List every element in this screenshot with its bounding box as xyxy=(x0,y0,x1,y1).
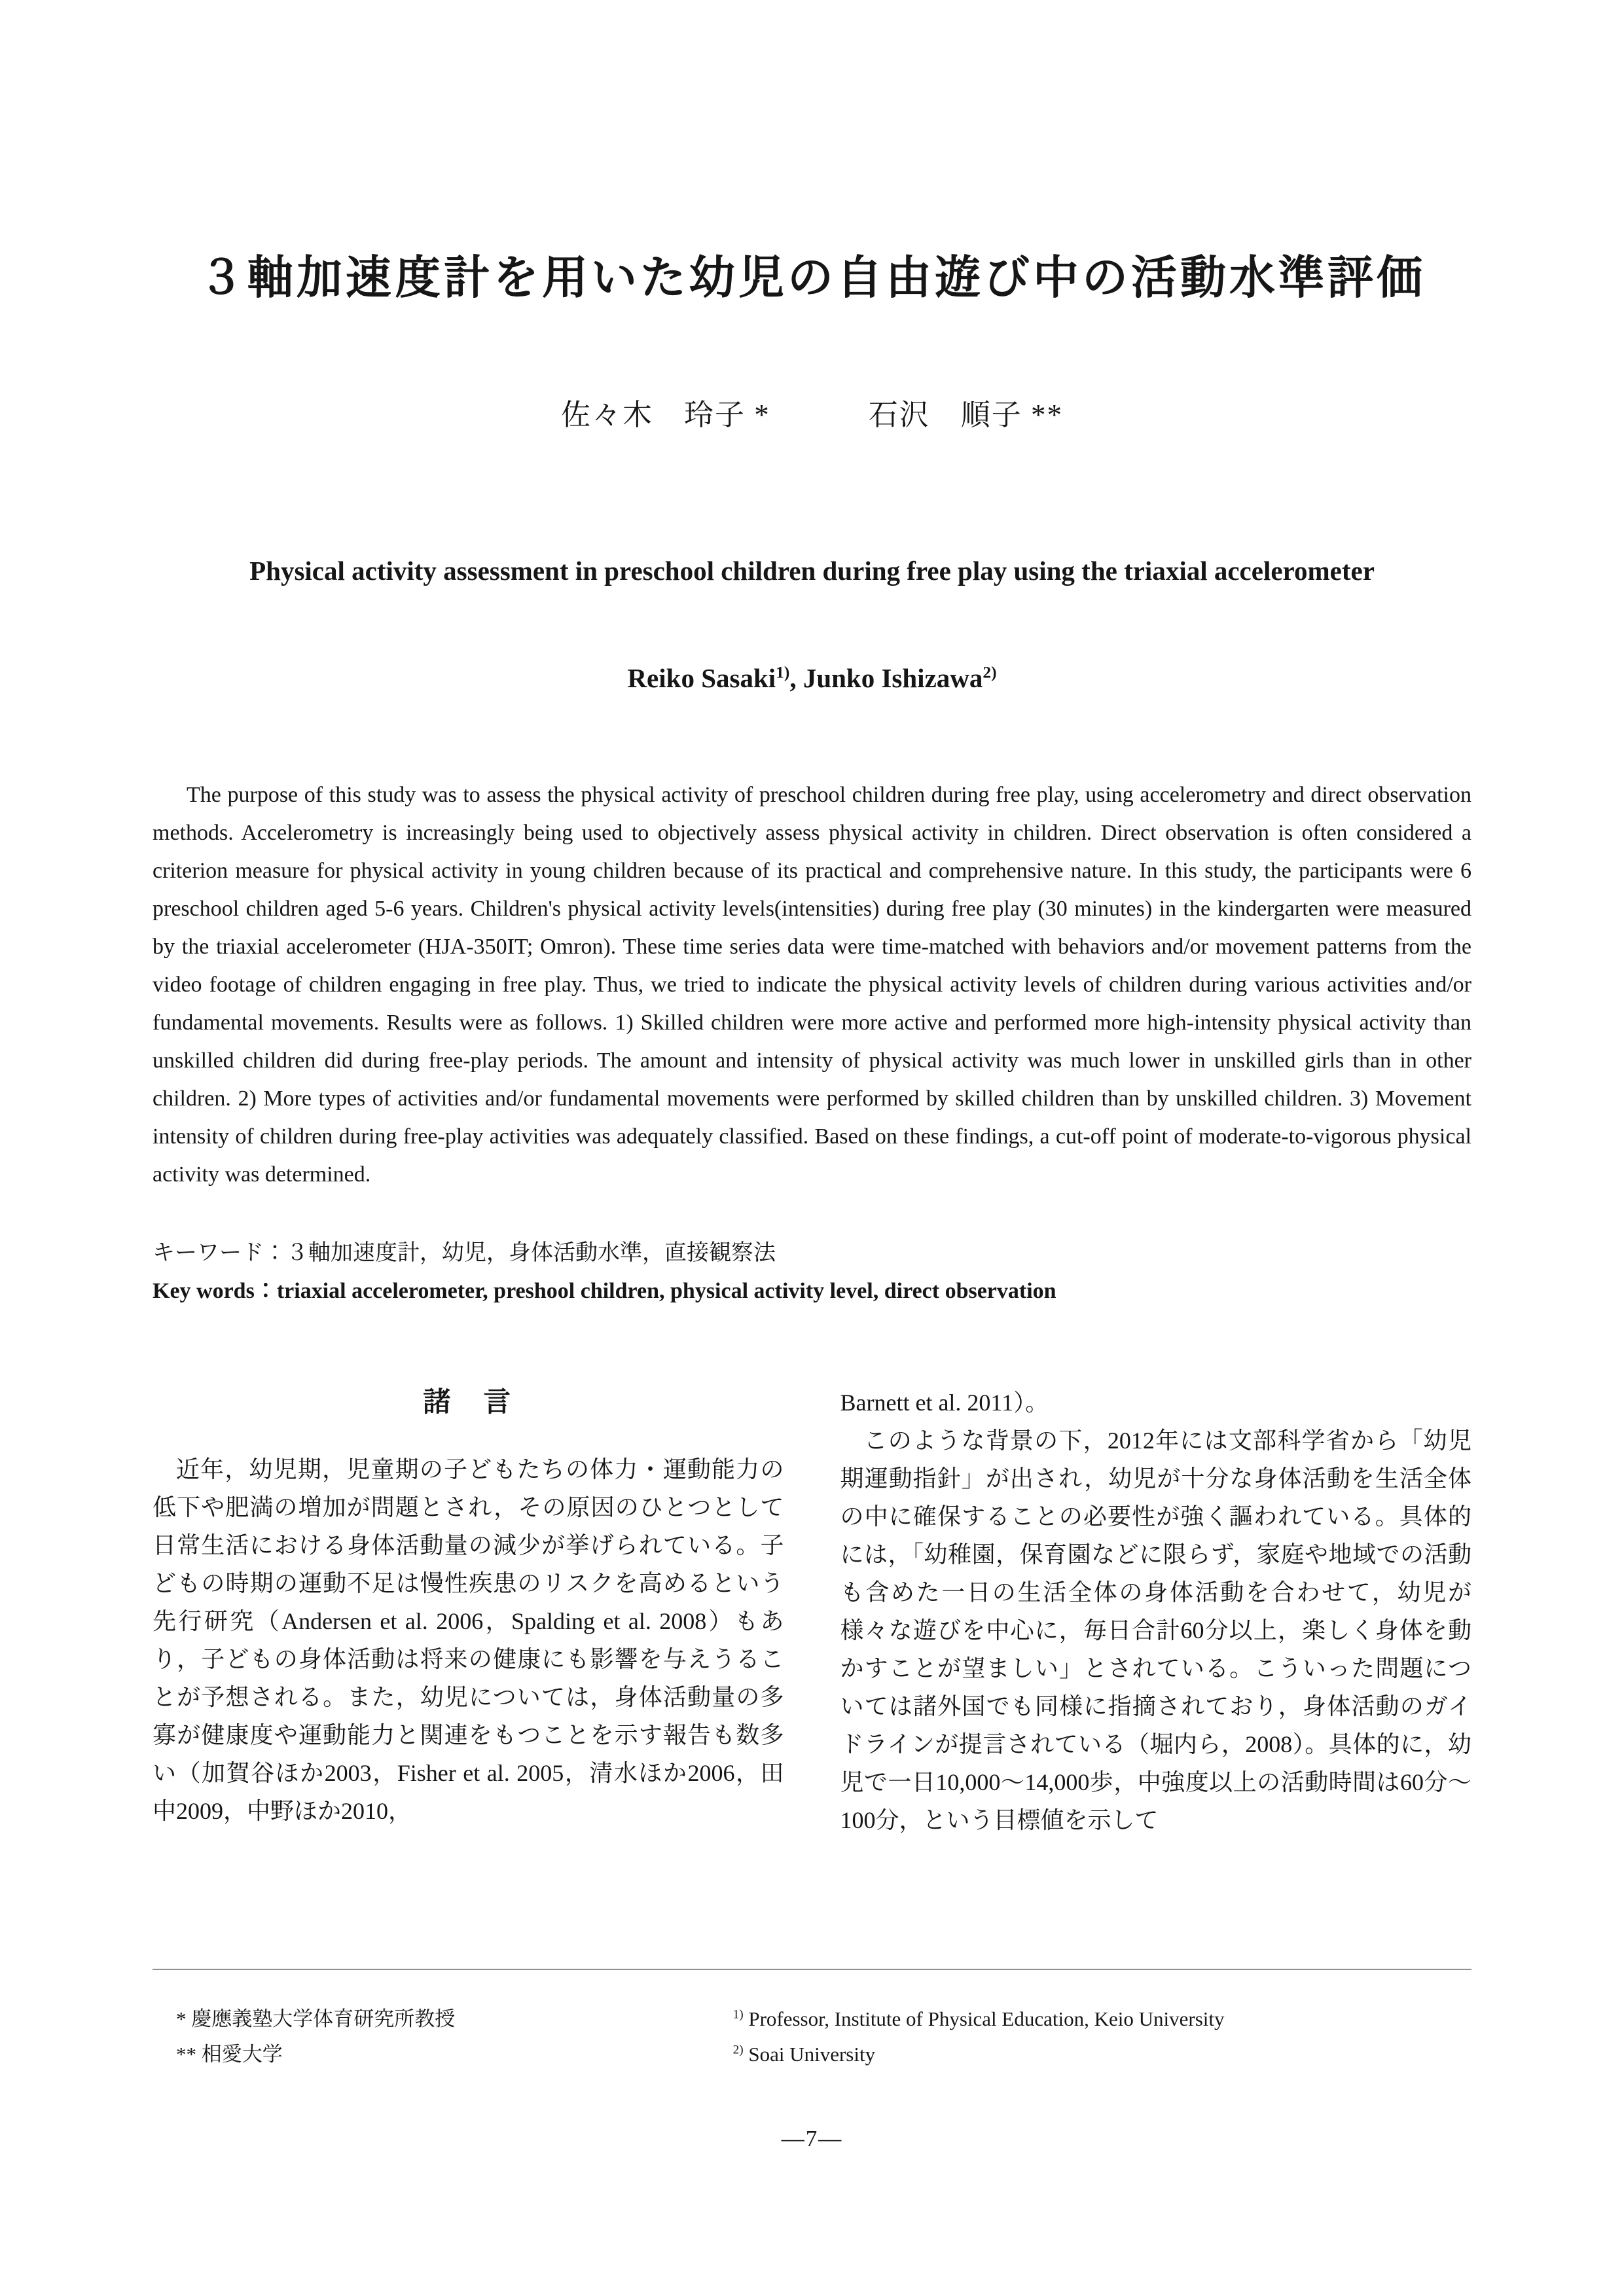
keywords-japanese: キーワード：３軸加速度計，幼児，身体活動水準，直接観察法 xyxy=(153,1241,776,1265)
author-english-2: Junko Ishizawa xyxy=(803,663,983,693)
footnotes-japanese xyxy=(153,2001,733,2072)
introduction-paragraph-right: このような背景の下，2012年には文部科学省から「幼児期運動指針」が出され，幼児が十分な身体活動を生活全体の中に確保することの必要性が強く謳われている。具体的には，「幼稚園，保育園などに限らず，家庭や地域での活動も含めた一日の生活全体の身体活動を合わせて，幼児が様々な遊びを中心に，毎日合計60分以上，楽しく身体を動かすことが望ましい」とされている。こういった問題については諸外国でも同様に指摘されており，身体活動のガイドラインが提言されている（堀内ら，2008）。具体的に，幼児で一日10,000～14,000歩，中強度以上の活動時間は60分～ 100分，という目標値を示して xyxy=(840,1427,1471,1833)
footnote-block xyxy=(153,1969,1471,2072)
paper-title-japanese: ３軸加速度計を用いた幼児の自由遊び中の活動水準評価 xyxy=(198,253,1426,304)
authors-japanese xyxy=(153,391,1471,433)
footnote-english-1 xyxy=(733,2001,1471,2037)
footnote-japanese-2: ** 相愛大学 xyxy=(176,2043,283,2066)
page-number: ―7― xyxy=(781,2126,843,2151)
author-separator: , xyxy=(789,663,803,693)
footnote-japanese-1: * 慶應義塾大学体育研究所教授 xyxy=(176,2007,456,2030)
page-content xyxy=(0,241,1624,1839)
keywords-english-label: Key words： xyxy=(153,1279,277,1303)
authors-english xyxy=(153,662,1471,694)
section-heading-introduction: 諸 言 xyxy=(423,1388,514,1418)
introduction-continuation-line: Barnett et al. 2011）。 xyxy=(840,1390,1049,1416)
keywords-english-text: triaxial accelerometer, preshool children, physical activity level, direct observation xyxy=(276,1279,1056,1303)
footnote-english-2-mark: 2) xyxy=(732,2043,744,2057)
abstract-text: The purpose of this study was to assess the physical activity of preschool children during free play, using accelerometry and direct observation methods. Accelerometry is increasingly being used to objectively assess physical activity in children. Direct observation is often considered a criterion measure for physical activity in young children because of its practical and comprehensive nature. In this study, the participants were 6 preschool children aged 5-6 years. Children's physical activity levels(intensities) during free play (30 minutes) in the kindergarten were measured by the triaxial accelerometer (HJA-350IT; Omron). These time series data were time-matched with behaviors and/or movement patterns from the video footage of children engaging in free play. Thus, we tried to indicate the physical activity levels of children during various activities and/or fundamental movements. Results were as follows. 1) Skilled children were more active and performed more high-intensity physical activity than unskilled children did during free-play periods. The amount and intensity of physical activity was much lower in unskilled girls than in other children. 2) More types of activities and/or fundamental movements were performed by skilled children than by unskilled children. 3) Movement intensity of children during free-play activities was adequately classified. Based on these findings, a cut-off point of moderate-to-vigorous physical activity was determined. xyxy=(153,783,1471,1187)
keywords-english xyxy=(153,1272,1471,1310)
author-english-1-affiliation-mark: 1) xyxy=(776,663,790,682)
introduction-paragraph-left: 近年，幼児期，児童期の子どもたちの体力・運動能力の低下や肥満の増加が問題とされ，その原因のひとつとして日常生活における身体活動量の減少が挙げられている。子どもの時期の運動不足は慢性疾患のリスクを高めるという先行研究（Andersen et al. 2006，Spalding et al. 2008）もあり，子どもの身体活動は将来の健康にも影響を与えうることが予想される。また，幼児については，身体活動量の多寡が健康度や運動能力と関連をもつことを示す報告も数多い（加賀谷ほか2003，Fisher et al. 2005，清水ほか2006，田中2009，中野ほか2010， xyxy=(153,1456,784,1824)
abstract-section xyxy=(153,776,1471,1194)
two-column-body xyxy=(153,1384,1471,1839)
keywords-section xyxy=(153,1234,1471,1310)
author-english-1: Reiko Sasaki xyxy=(627,663,776,693)
paper-title-english: Physical activity assessment in preschool children during free play using the triaxial accelerometer xyxy=(249,556,1375,586)
footnotes-english xyxy=(733,2001,1471,2072)
author-japanese-2: 石沢 順子 ** xyxy=(868,399,1064,431)
body-column-right xyxy=(840,1384,1472,1839)
footnote-english-2 xyxy=(733,2037,1471,2072)
body-column-left xyxy=(153,1384,784,1839)
author-japanese-1: 佐々木 玲子 * xyxy=(560,399,770,431)
footnote-english-2-text: Soai University xyxy=(748,2043,876,2066)
footnote-english-1-mark: 1) xyxy=(732,2007,744,2022)
footnote-english-1-text: Professor, Institute of Physical Education, Keio University xyxy=(748,2007,1225,2030)
author-english-2-affiliation-mark: 2) xyxy=(983,663,997,682)
